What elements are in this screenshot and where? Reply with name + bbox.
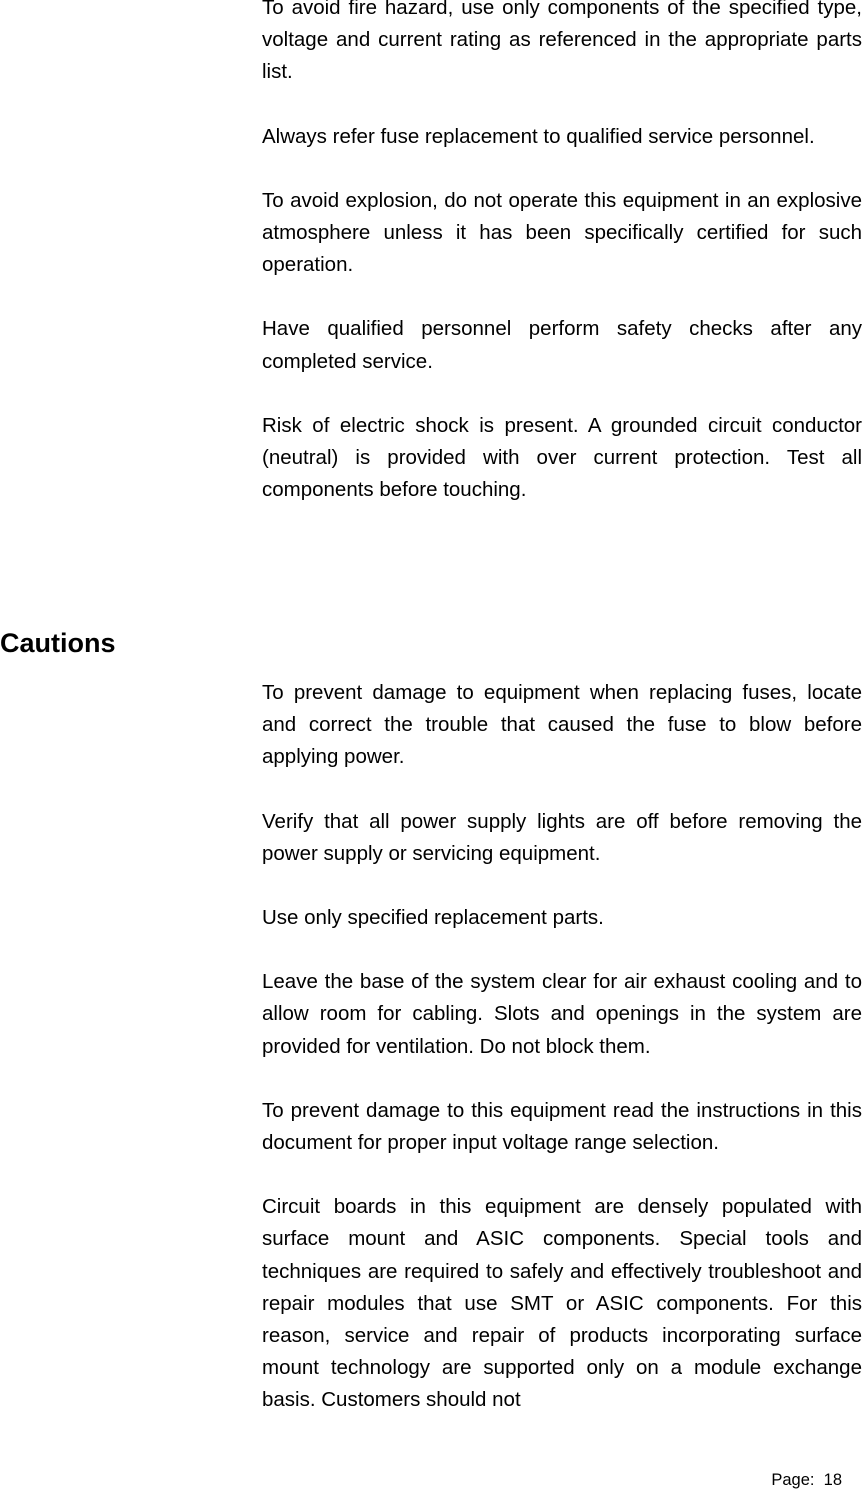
caution-voltage-selection: To prevent damage to this equipment read the instructions in this document for proper input voltage range selection.	[262, 1098, 862, 1155]
warning-explosion: To avoid explosion, do not operate this equipment in an explosive atmosphere unless it has been specifically certified for such operation.	[262, 188, 862, 277]
warning-fire-hazard: To avoid fire hazard, use only components of the specified type, voltage and current rating as referenced in the appropriate parts list.	[262, 0, 862, 84]
cautions-heading: Cautions	[0, 628, 116, 658]
caution-power-lights: Verify that all power supply lights are off before removing the power supply or servicing equipment.	[262, 809, 862, 865]
caution-replacement-parts: Use only specified replacement parts.	[262, 906, 604, 930]
warning-safety-checks: Have qualified personnel perform safety checks after any completed service.	[262, 317, 862, 373]
caution-circuit-boards: Circuit boards in this equipment are densely populated with surface mount and ASIC components. Special tools and techniques are required to safely and effectively troubleshoot and repair modules that use SMT or ASIC components. For this reason, service and repair of products incorporating surface mount technology are supported only on a module exchange basis. Customers should not	[262, 1195, 862, 1412]
warning-fuse-replacement: Always refer fuse replacement to qualified service personnel.	[262, 124, 815, 148]
warning-electric-shock: Risk of electric shock is present. A grounded circuit conductor (neutral) is provided with over current protection. Test all components before touching.	[262, 413, 862, 502]
page-number: Page: 18	[771, 1471, 842, 1489]
cautions-section	[262, 677, 862, 1417]
caution-fuse-damage: To prevent damage to equipment when replacing fuses, locate and correct the trouble that caused the fuse to blow before applying power.	[262, 681, 862, 769]
caution-ventilation: Leave the base of the system clear for air exhaust cooling and to allow room for cabling. Slots and openings in the system are provided for ventilation. Do not block them.	[262, 970, 862, 1058]
warnings-section	[262, 0, 862, 506]
